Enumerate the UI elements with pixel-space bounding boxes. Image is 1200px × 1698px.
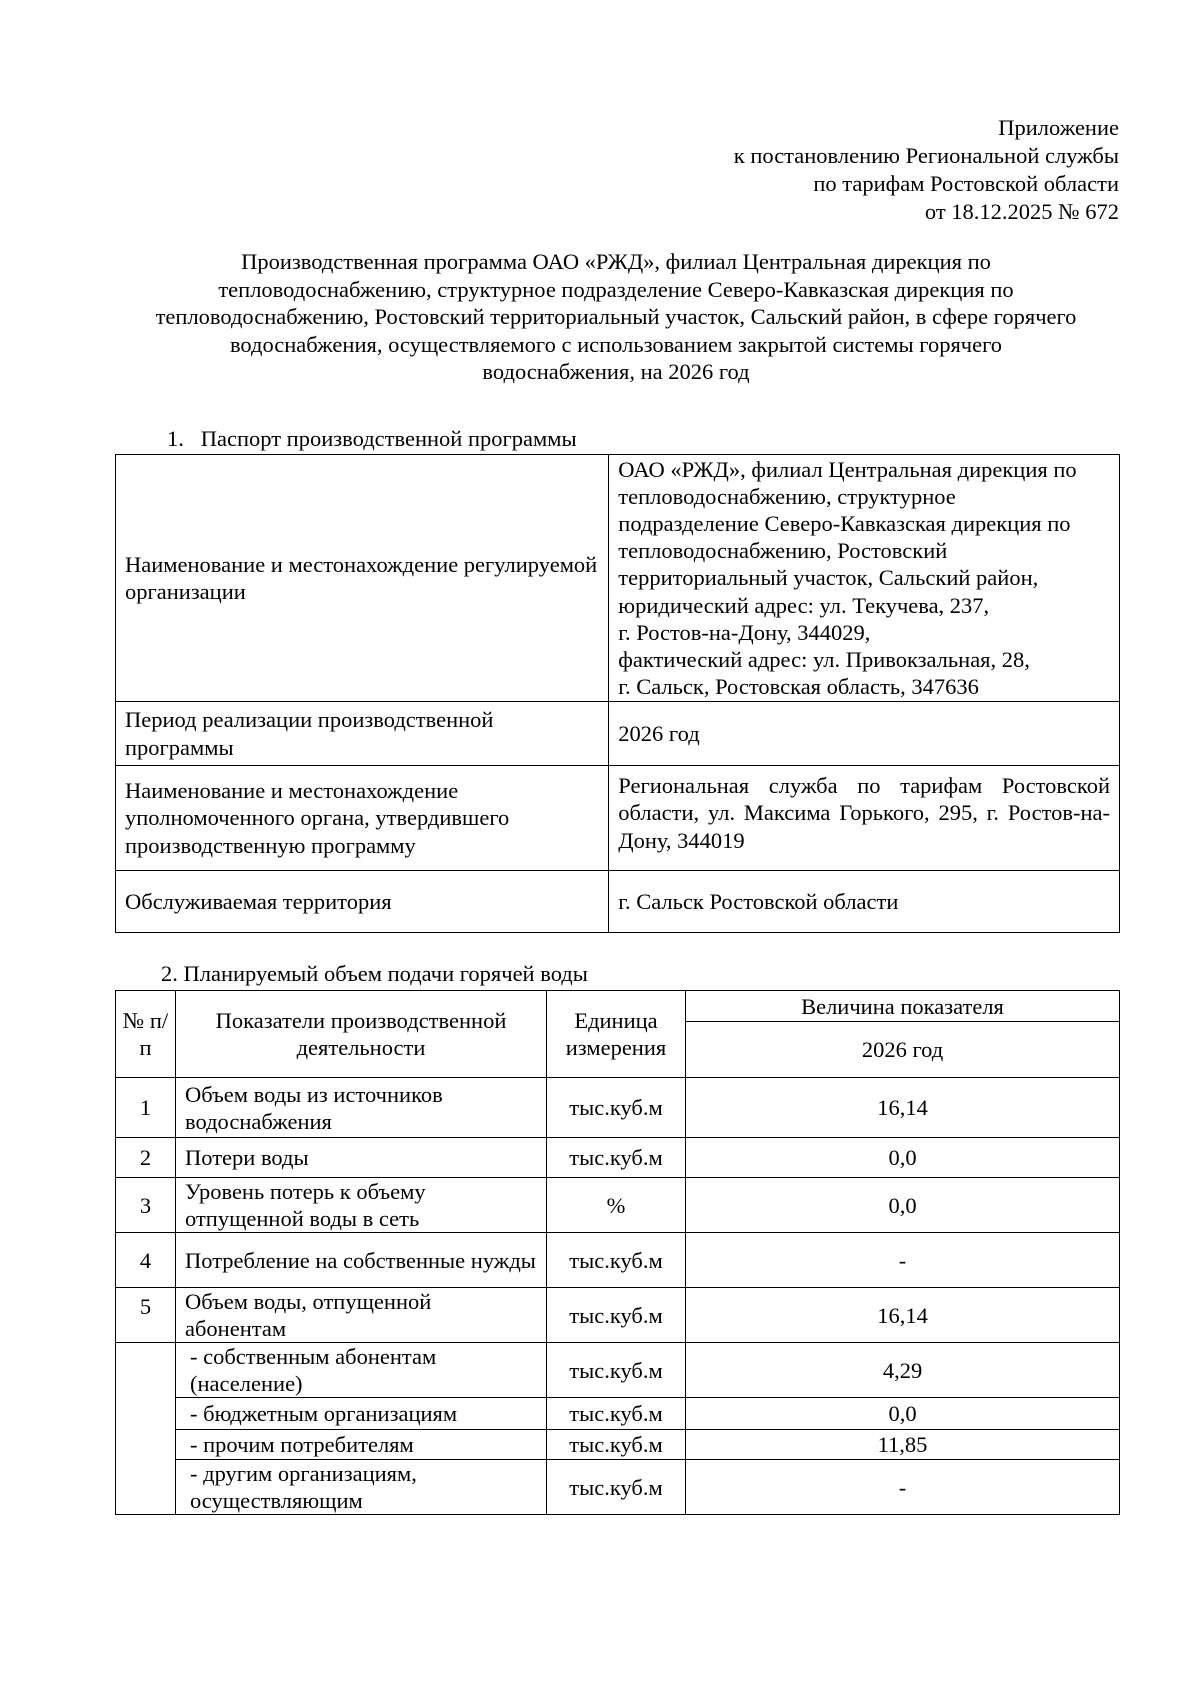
table-row [116, 1460, 1120, 1515]
cell-value: 0,0 [686, 1398, 1120, 1430]
value-line: тепловодоснабжению, структурное [618, 483, 956, 509]
table-row [116, 1430, 1120, 1460]
cell-name: - другим организациям, осуществляющим [176, 1460, 547, 1515]
cell-unit: тыс.куб.м [547, 1233, 686, 1288]
appendix-line: по тарифам Ростовской области [813, 171, 1119, 196]
cell-value: 4,29 [686, 1343, 1120, 1398]
cell-num: 5 [116, 1288, 176, 1343]
passport-value: Региональная служба по тарифам Ростовской области, ул. Максима Горького, 295, г. Ростов-на-Дону, 344019 [609, 766, 1120, 871]
header-num: № п/п [116, 991, 176, 1078]
cell-unit: тыс.куб.м [547, 1078, 686, 1138]
cell-num: 3 [116, 1178, 176, 1233]
title-line: водоснабжения, осуществляемого с использованием закрытой системы горячего [229, 331, 1003, 357]
table-row [116, 766, 1120, 871]
cell-value: 16,14 [686, 1288, 1120, 1343]
header-row [116, 991, 1120, 1022]
passport-value: г. Сальск Ростовской области [609, 871, 1120, 933]
passport-value [609, 455, 1120, 702]
header-indicator: Показатели производственной деятельности [176, 991, 547, 1078]
value-line: фактический адрес: ул. Привокзальная, 28, [618, 647, 1030, 672]
header-value: Величина показателя [686, 991, 1120, 1022]
appendix-line: Приложение [998, 115, 1119, 140]
appendix-line: к постановлению Региональной службы [733, 143, 1119, 168]
title-line: тепловодоснабжению, структурное подразделение Северо-Кавказская дирекция по [218, 276, 1014, 302]
cell-num: 4 [116, 1233, 176, 1288]
table-row [116, 1398, 1120, 1430]
title-line: тепловодоснабжению, Ростовский территориальный участок, Сальский район, в сфере горячего [155, 304, 1077, 329]
cell-name: - бюджетным организациям [176, 1398, 547, 1430]
cell-unit: тыс.куб.м [547, 1138, 686, 1178]
cell-num: 2 [116, 1138, 176, 1178]
cell-value: 11,85 [686, 1430, 1120, 1460]
passport-label: Наименование и местонахождение уполномоченного органа, утвердившего производственную программу [116, 766, 609, 871]
cell-unit: % [547, 1178, 686, 1233]
value-line: тепловодоснабжению, Ростовский [618, 538, 948, 564]
table-row [116, 1233, 1120, 1288]
value-line: г. Ростов-на-Дону, 344029, [618, 619, 871, 645]
passport-label: Наименование и местонахождение регулируемой организации [116, 455, 609, 702]
cell-name: Объем воды из источников водоснабжения [176, 1078, 547, 1138]
table-row [116, 1138, 1120, 1178]
section-heading-volume: 2. Планируемый объем подачи горячей воды [161, 961, 588, 986]
document-title [112, 248, 1120, 386]
appendix-line: от 18.12.2025 № 672 [924, 199, 1119, 224]
table-row [116, 455, 1120, 702]
cell-value: 16,14 [686, 1078, 1120, 1138]
table-row [116, 702, 1120, 766]
title-line: водоснабжения, на 2026 год [482, 359, 750, 384]
header-year: 2026 год [686, 1022, 1120, 1078]
table-row [116, 1288, 1120, 1343]
cell-value: - [686, 1460, 1120, 1515]
value-line: подразделение Северо-Кавказская дирекция по [618, 510, 1071, 536]
title-line: Производственная программа ОАО «РЖД», филиал Центральная дирекция по [241, 249, 991, 274]
cell-num [116, 1343, 176, 1515]
passport-label: Обслуживаемая территория [116, 871, 609, 933]
cell-unit: тыс.куб.м [547, 1460, 686, 1515]
table-row [116, 1343, 1120, 1398]
cell-num: 1 [116, 1078, 176, 1138]
cell-unit: тыс.куб.м [547, 1343, 686, 1398]
cell-name: Потребление на собственные нужды [176, 1233, 547, 1288]
cell-name: - собственным абонентам (население) [176, 1343, 547, 1398]
table-row [116, 1178, 1120, 1233]
cell-unit: тыс.куб.м [547, 1430, 686, 1460]
value-line: территориальный участок, Сальский район, [618, 565, 1039, 591]
cell-name: Потери воды [176, 1138, 547, 1178]
cell-unit: тыс.куб.м [547, 1398, 686, 1430]
cell-value: 0,0 [686, 1178, 1120, 1233]
value-line: ОАО «РЖД», филиал Центральная дирекция по [618, 456, 1077, 482]
cell-name: - прочим потребителям [176, 1430, 547, 1460]
value-line: юридический адрес: ул. Текучева, 237, [618, 592, 990, 618]
cell-value: - [686, 1233, 1120, 1288]
cell-value: 0,0 [686, 1138, 1120, 1178]
passport-label: Период реализации производственной программы [116, 702, 609, 766]
table-row [116, 871, 1120, 933]
passport-table [115, 454, 1120, 933]
cell-name: Объем воды, отпущенной абонентам [176, 1288, 547, 1343]
section-heading-passport: 1. Паспорт производственной программы [167, 426, 577, 451]
appendix-block [600, 114, 1119, 226]
passport-value: 2026 год [609, 702, 1120, 766]
cell-name: Уровень потерь к объему отпущенной воды в сеть [176, 1178, 547, 1233]
volume-table [115, 990, 1120, 1515]
table-row [116, 1078, 1120, 1138]
header-unit: Единица измерения [547, 991, 686, 1078]
cell-unit: тыс.куб.м [547, 1288, 686, 1343]
value-line: г. Сальск, Ростовская область, 347636 [618, 674, 979, 700]
